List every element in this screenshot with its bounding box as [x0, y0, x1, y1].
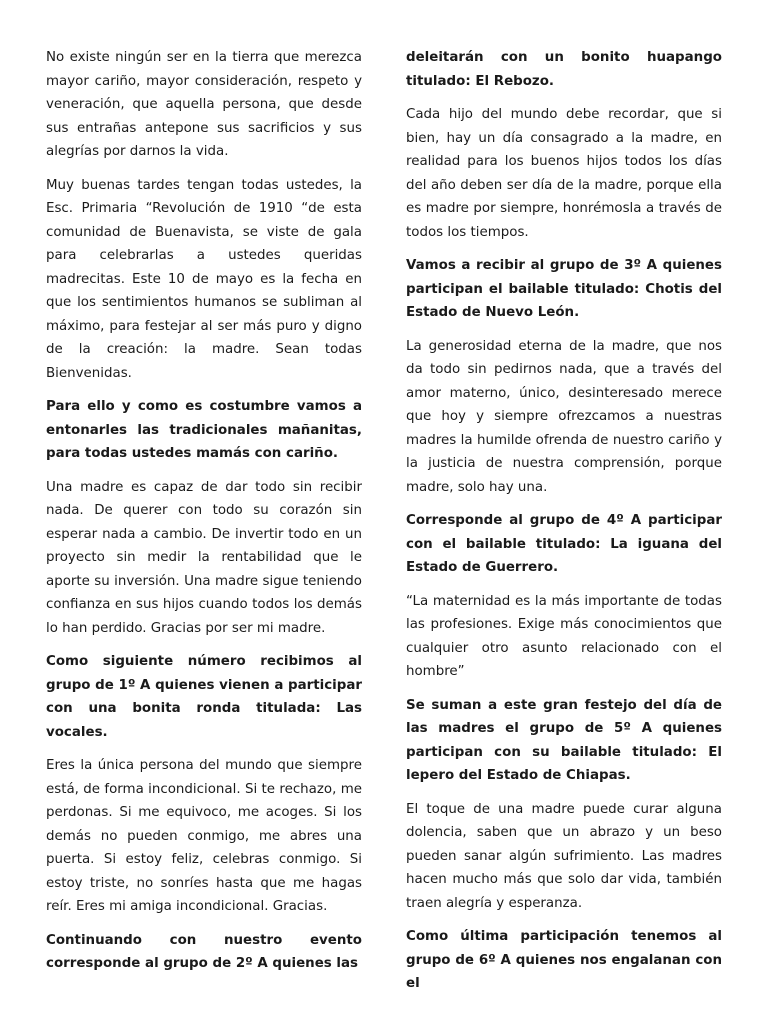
announcement-group-2a: Continuando con nuestro evento corresponde al grupo de 2º A quienes las — [46, 932, 362, 971]
paragraph-every-child: Cada hijo del mundo debe recordar, que si bien, hay un día consagrado a la madre, en realidad para los buenos hijos todos los días del año deben ser día de la madre, porque ella es madre por siempre, honrémosla a través de todos los tiempos. — [406, 107, 722, 240]
paragraph-welcome: Muy buenas tardes tengan todas ustedes, la Esc. Primaria “Revolución de 1910 “de esta comunidad de Buenavista, se viste de gala para celebrarlas a ustedes queridas madrecitas. Este 10 de mayo es la fecha en que los sentimientos humanos se subliman al máximo, para festejar al ser más puro y digno de la creación: la madre. Sean todas Bienvenidas. — [46, 177, 362, 381]
announcement-group-3a: Vamos a recibir al grupo de 3º A quienes participan el bailable titulado: Chotis del Estado de Nuevo León. — [406, 258, 722, 320]
right-column — [406, 46, 722, 1006]
announcement-group-4a: Corresponde al grupo de 4º A participar con el bailable titulado: La iguana del Estado de Guerrero. — [406, 513, 722, 575]
paragraph-unconditional: Eres la única persona del mundo que siempre está, de forma incondicional. Si te rechazo, me perdonas. Si me equivoco, me acoges. Si los demás no pueden conmigo, me abres una puerta. Si estoy feliz, celebras conmigo. Si estoy triste, no sonríes hasta que me hagas reír. Eres mi amiga incondicional. Gracias. — [46, 758, 362, 914]
left-column — [46, 46, 362, 986]
paragraph-mothers-touch: El toque de una madre puede curar alguna dolencia, saben que un abrazo y un beso pueden sanar algún sufrimiento. Las madres hacen mucho más que solo dar vida, también traen alegría y esperanza. — [406, 801, 722, 911]
paragraph-mother-gives: Una madre es capaz de dar todo sin recibir nada. De querer con todo su corazón sin esperar nada a cambio. De invertir todo en un proyecto sin medir la rentabilidad que le aporte su inversión. Una madre sigue teniendo confianza en sus hijos cuando todos los demás lo han perdido. Gracias por ser mi madre. — [46, 479, 362, 636]
paragraph-intro: No existe ningún ser en la tierra que merezca mayor cariño, mayor consideración, respeto y veneración, que aquella persona, que desde sus entrañas antepone sus sacrificios y sus alegrías por darnos la vida. — [46, 50, 362, 159]
announcement-group-1a: Como siguiente número recibimos al grupo de 1º A quienes vienen a participar con una bonita ronda titulada: Las vocales. — [46, 654, 362, 740]
announcement-mananitas: Para ello y como es costumbre vamos a entonarles las tradicionales mañanitas, para todas ustedes mamás con cariño. — [46, 399, 362, 461]
quote-maternity: “La maternidad es la más importante de todas las profesiones. Exige más conocimientos que cualquier otro asunto relacionado con el hombre” — [406, 593, 722, 679]
announcement-group-5a: Se suman a este gran festejo del día de las madres el grupo de 5º A quienes participan con su bailable titulado: El lepero del Estado de Chiapas. — [406, 697, 722, 783]
paragraph-generosity: La generosidad eterna de la madre, que nos da todo sin pedirnos nada, que a través del amor materno, único, desinteresado merece que hoy y siempre ofrezcamos a nuestras madres la humilde ofrenda de nuestro cariño y la justicia de nuestra comprensión, porque madre, solo hay una. — [406, 338, 722, 495]
announcement-group-6a: Como última participación tenemos al grupo de 6º A quienes nos engalanan con el — [406, 929, 722, 991]
announcement-el-rebozo: deleitarán con un bonito huapango titulado: El Rebozo. — [406, 50, 722, 89]
